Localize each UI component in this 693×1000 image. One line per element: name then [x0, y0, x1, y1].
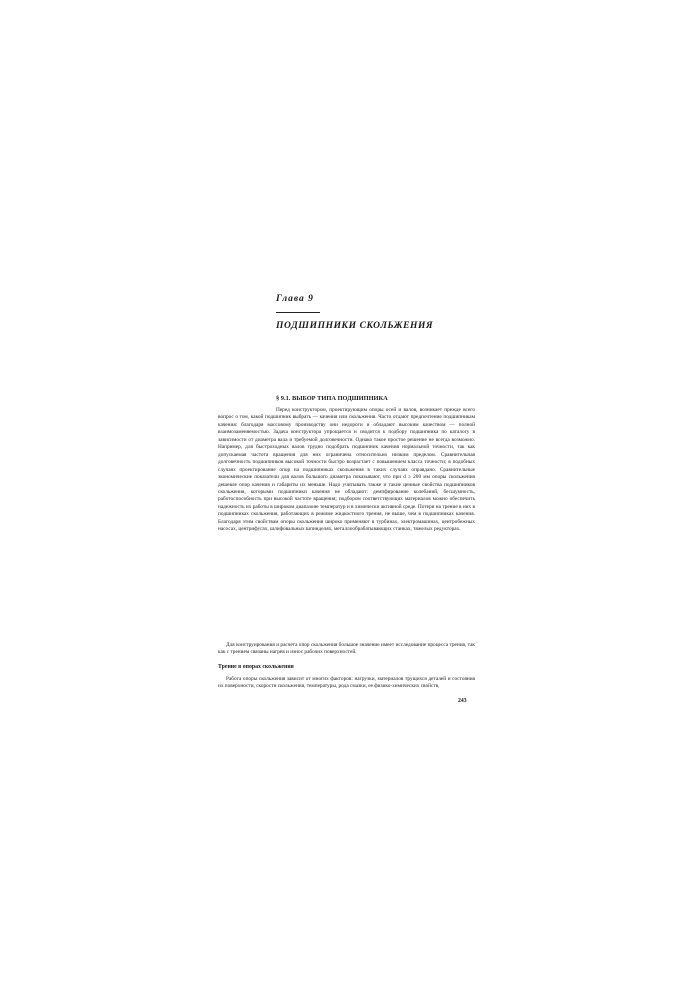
chapter-title: ПОДШИПНИКИ СКОЛЬЖЕНИЯ [276, 321, 434, 331]
section-heading: § 9.1. ВЫБОР ТИПА ПОДШИПНИКА [276, 395, 388, 402]
paragraph-friction-factors: Работа опоры скольжения зависит от многих факторов: нагрузки, материалов трущихся деталей и состояния их поверхности, скорости скольжения, температуры, рода смазки, ее физико-химических свойств, [218, 676, 475, 690]
chapter-divider [276, 312, 320, 313]
paragraph-friction-importance: Для конструирования и расчета опор скольжения большое значение имеет исследование процесса трения, так как с трением связаны нагрев и износ рабочих поверхностей. [218, 642, 475, 656]
subheading-friction: Трение в опорах скольжения [218, 664, 294, 670]
page-number: 243 [458, 698, 467, 704]
paragraph-intro: Перед конструктором, проектирующим опоры осей и валов, возникает прежде всего вопрос о том, какой подшипник выбрать — качения или скольжения. Часто отдают предпочтение подшипникам качения: благодаря массовому производству они недороги и обладают высоким качеством — полной взаимозаменяемостью. Задача конструктора упрощается и сводится к подбору подшипника по каталогу в зависимости от диаметра вала и требуемой долговечности. Однако такое простое решение не всегда возможно. Например, для быстроходных валов трудно подобрать подшипник качения нормальной точности, так как допускаемая частота вращения для них ограничена относительно низким пределом. Сравнительная долговечность подшипников высокой точности быстро возрастает с повышением класса точности; в подобных случаях проектирование опор на подшипниках скольжения в таких случаях оправдано. Сравнительные экономические показатели для валов большого диаметра показывают, что при d ≥ 200 мм опоры скольжения дешевле опор качения и габариты их меньше. Надо учитывать также и такие ценные свойства подшипников скольжения, которыми подшипники качения не обладают: демпфирование колебаний, бесшумность, работоспособность при высокой частоте вращения; подбором соответствующих материалов можно обеспечить надежность их работы в широком диапазоне температур и в химически активной среде. Потери на трение в них в подшипниках скольжения, работающих в режиме жидкостного трения, не выше, чем в подшипниках качения. Благодаря этим свойствам опоры скольжения широко применяют в турбинах, электромашинах, центробежных насосах, центрифугах, шлифовальных шпинделях, металлообрабатывающих станках, тяжелых редукторах. [218, 407, 475, 533]
chapter-label: Глава 9 [276, 294, 314, 304]
